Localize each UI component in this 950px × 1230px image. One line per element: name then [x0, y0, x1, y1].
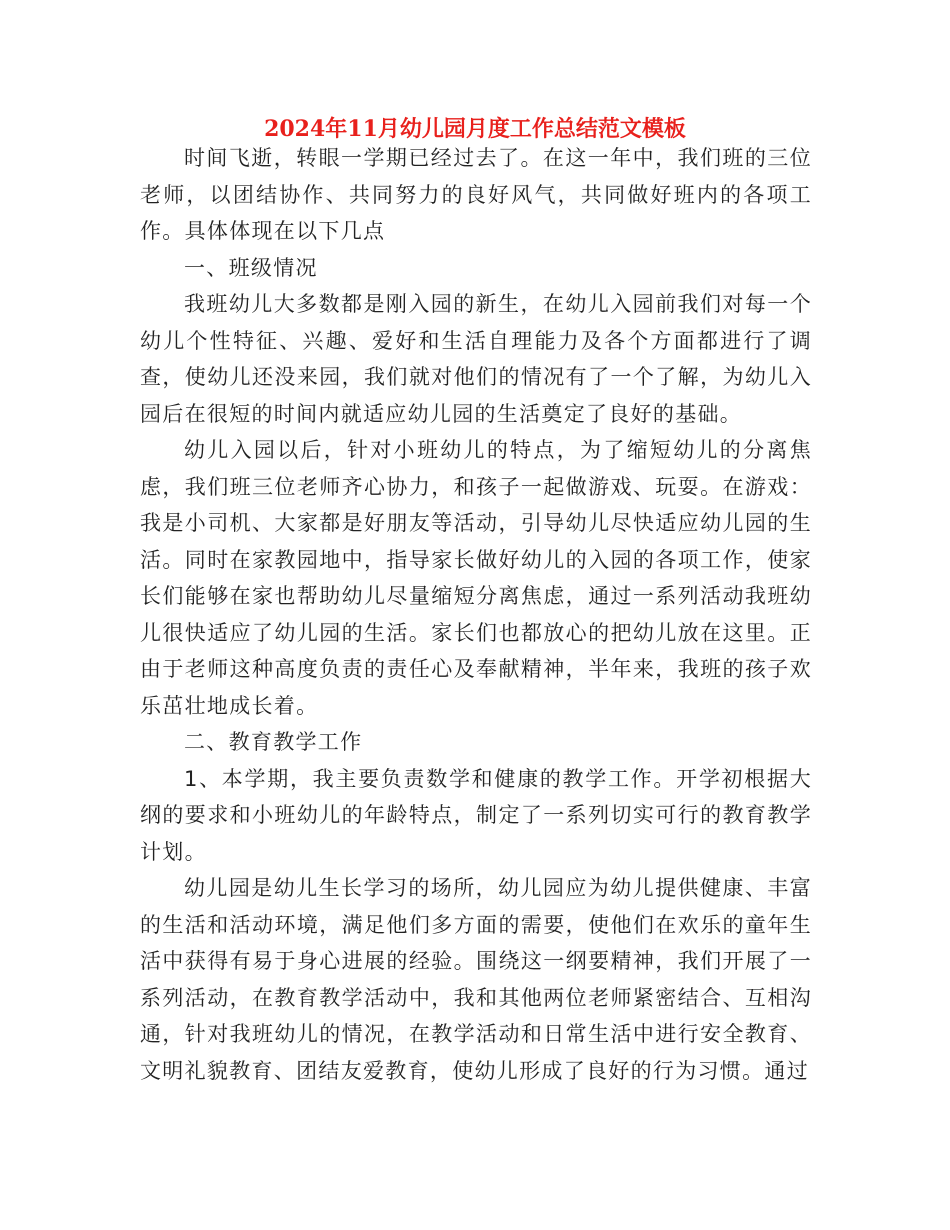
- paragraph-class-situation-1: 我班幼儿大多数都是刚入园的新生，在幼儿入园前我们对每一个幼儿个性特征、兴趣、爱好和生活自理能力及各个方面都进行了调查，使幼儿还没来园，我们就对他们的情况有了一个了解，为幼儿入园后在很短的时间内就适应幼儿园的生活奠定了良好的基础。: [140, 292, 812, 426]
- document-body: [140, 140, 812, 1089]
- paragraph-class-situation-2: 幼儿入园以后，针对小班幼儿的特点，为了缩短幼儿的分离焦虑，我们班三位老师齐心协力，和孩子一起做游戏、玩耍。在游戏：我是小司机、大家都是好朋友等活动，引导幼儿尽快适应幼儿园的生活。同时在家教园地中，指导家长做好幼儿的入园的各项工作，使家长们能够在家也帮助幼儿尽量缩短分离焦虑，通过一系列活动我班幼儿很快适应了幼儿园的生活。家长们也都放心的把幼儿放在这里。正由于老师这种高度负责的责任心及奉献精神，半年来，我班的孩子欢乐茁壮地成长着。: [140, 438, 812, 718]
- paragraph-teaching-work-1: 1、本学期，我主要负责数学和健康的教学工作。开学初根据大纲的要求和小班幼儿的年龄特点，制定了一系列切实可行的教育教学计划。: [140, 766, 812, 864]
- section-heading-class-situation: 一、班级情况: [184, 255, 318, 280]
- paragraph-teaching-work-2: 幼儿园是幼儿生长学习的场所，幼儿园应为幼儿提供健康、丰富的生活和活动环境，满足他们多方面的需要，使他们在欢乐的童年生活中获得有易于身心进展的经验。围绕这一纲要精神，我们开展了一系列活动，在教育教学活动中，我和其他两位老师紧密结合、互相沟通，针对我班幼儿的情况，在教学活动和日常生活中进行安全教育、文明礼貌教育、团结友爱教育，使幼儿形成了良好的行为习惯。通过: [140, 876, 812, 1083]
- paragraph-intro: 时间飞逝，转眼一学期已经过去了。在这一年中，我们班的三位老师，以团结协作、共同努力的良好风气，共同做好班内的各项工作。具体体现在以下几点: [140, 146, 812, 243]
- document-title: 2024年11月幼儿园月度工作总结范文模板: [264, 116, 686, 142]
- section-heading-teaching-work: 二、教育教学工作: [184, 730, 363, 754]
